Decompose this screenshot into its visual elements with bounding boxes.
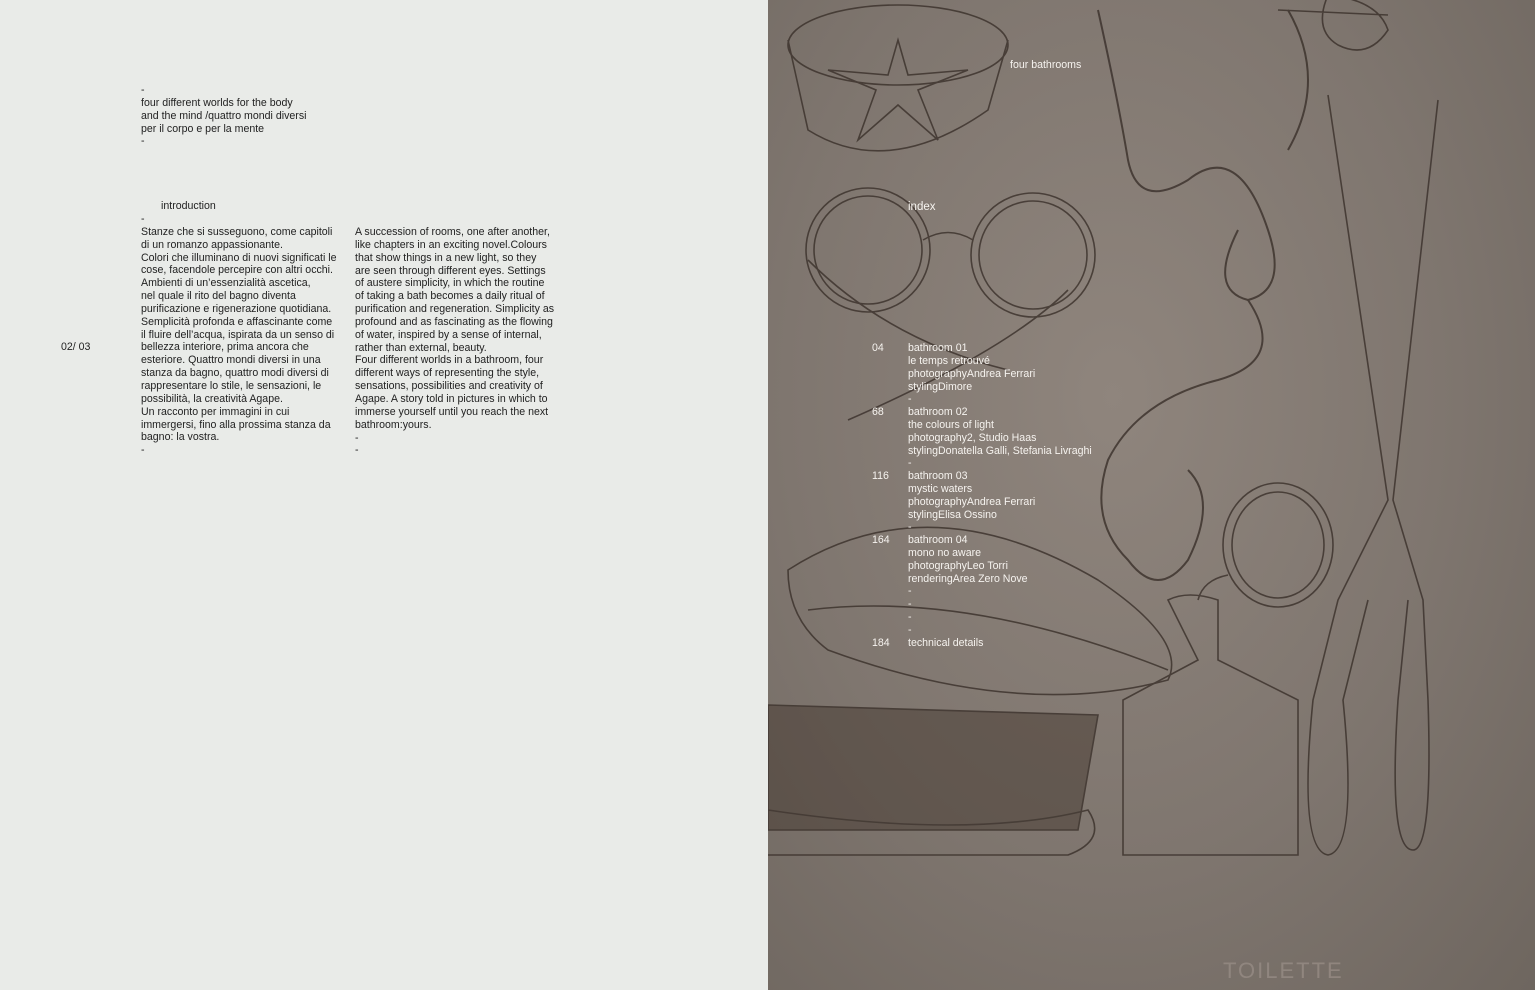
intro-heading: introduction (161, 200, 216, 212)
tongs-drawing (1308, 95, 1438, 855)
index-entry-page: 04 (872, 342, 884, 354)
index-entry-lines: bathroom 04 mono no aware photographyLeo Torri renderingArea Zero Nove - - - - (908, 534, 1028, 636)
brush-drawing (768, 705, 1098, 855)
index-entry-page: 116 (872, 470, 889, 482)
subtitle: - four different worlds for the body and the mind /quattro mondi diversi per il corpo e per la mente - (141, 84, 307, 148)
chain-drawing (1098, 10, 1308, 580)
index-entry-lines: bathroom 01 le temps retrouvé photographyAndrea Ferrari stylingDimore - (908, 342, 1036, 406)
ornament-drawing (1278, 0, 1388, 50)
right-page (768, 0, 1535, 990)
index-entry-lines: bathroom 03 mystic waters photographyAndrea Ferrari stylingElisa Ossino - (908, 470, 1036, 534)
english-text: A succession of rooms, one after another, like chapters in an exciting novel.Colours that show things in a new light, so they are seen through different eyes. Settings of austere simplicity, in which the routine of taking a bath becomes a daily ritual of purification and regeneration. Simplicity as profound and as fascinating as the flowing of water, inspired by a sense of internal, rather than external, beauty. Four different worlds in a bathroom, four different ways of representing the style, sensations, possibilities and creativity of Agape. A story told in pictures in which to immerse yourself until you reach the next bathroom:yours. - - (355, 226, 555, 457)
index-entry-lines: bathroom 02 the colours of light photography2, Studio Haas stylingDonatella Galli, Stefania Livraghi - (908, 406, 1092, 470)
cameo-drawing (1223, 483, 1333, 607)
index-entry-lines: technical details (908, 637, 984, 649)
star-box-drawing (788, 5, 1008, 151)
bottle-drawing (1123, 575, 1298, 855)
index-entry-page: 68 (872, 406, 884, 418)
italian-text: - Stanze che si susseguono, come capitoli di un romanzo appassionante. Colori che illuminano di nuovi significati le cose, facendole percepire con altri occhi. Ambienti di un’essenzialità ascetica, nel quale il rito del bagno diventa purificazione e rigenerazione quotidiana. Semplicità profonda e affascinante come il fluire dell’acqua, ispirata da un senso di bellezza interiore, prima ancora che esteriore. Quattro mondi diversi in una stanza da bagno, quattro modi diversi di rappresentare lo stile, le sensazioni, le possibilità, la creatività Agape. Un racconto per immagini in cui immergersi, fino alla prossima stanza da bagno: la vostra. - (141, 213, 337, 457)
index-heading: index (908, 201, 936, 213)
page-number: 02/ 03 (61, 341, 91, 353)
index-entry-page: 164 (872, 534, 890, 546)
wall-text: TOILETTE (1223, 958, 1344, 983)
section-header: four bathrooms (1010, 59, 1082, 71)
engraved-wall-drawing (768, 0, 1535, 990)
index-entry-page: 184 (872, 637, 890, 649)
